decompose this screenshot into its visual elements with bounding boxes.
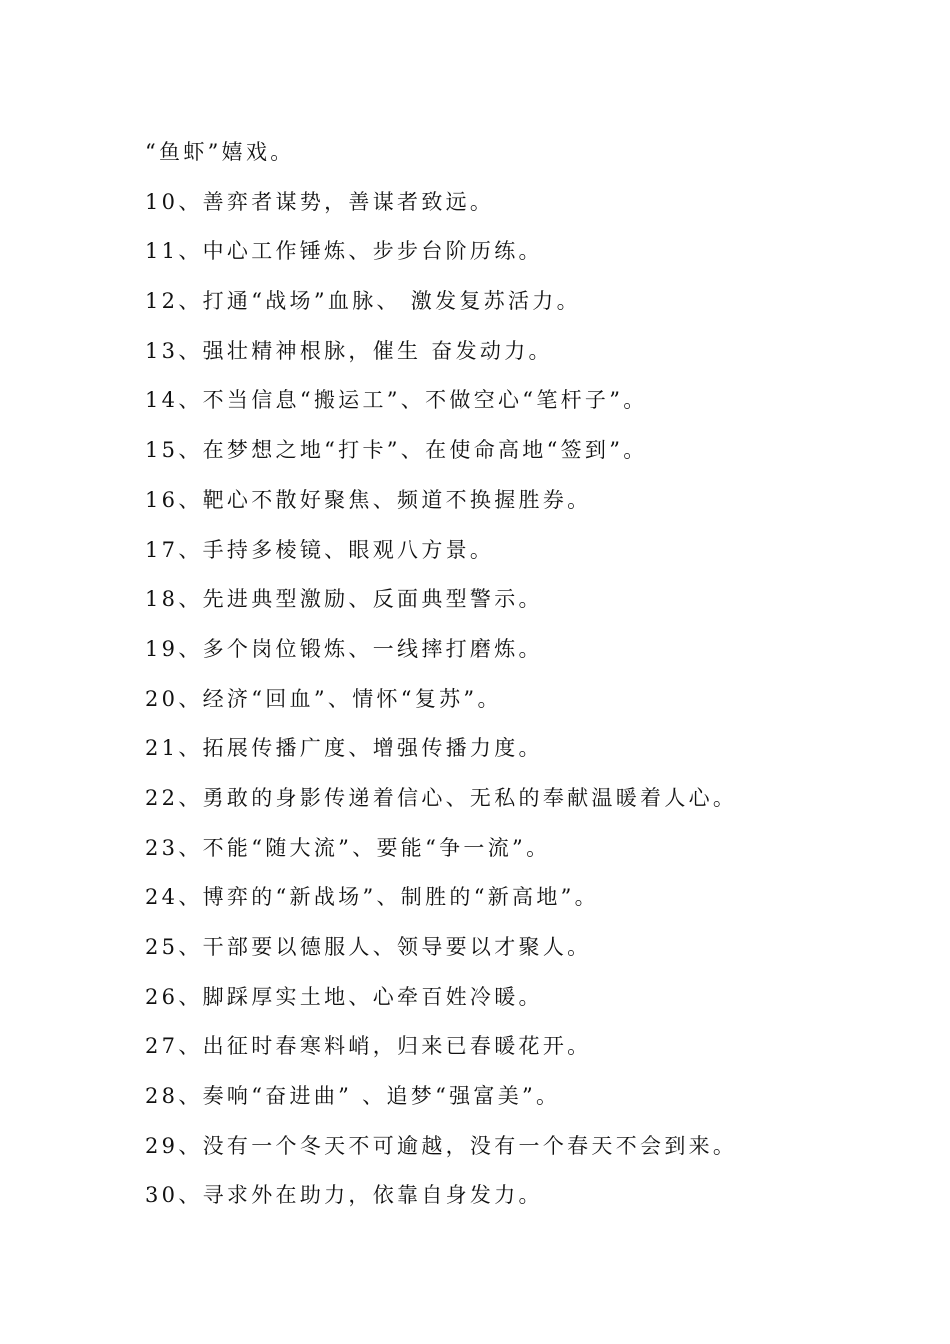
list-item: 20、经济“回血”、情怀“复苏”。 — [145, 686, 502, 711]
list-item: 14、不当信息“搬运工”、不做空心“笔杆子”。 — [145, 388, 648, 413]
list-item: 22、勇敢的身影传递着信心、无私的奉献温暖着人心。 — [145, 785, 738, 810]
list-item: “鱼虾”嬉戏。 — [145, 140, 295, 164]
list-item: 28、奏响“奋进曲” 、追梦“强富美”。 — [145, 1084, 561, 1109]
list-item: 26、脚踩厚实土地、心牵百姓冷暖。 — [145, 984, 543, 1009]
list-item: 24、博弈的“新战场”、制胜的“新高地”。 — [145, 885, 599, 910]
list-item: 25、干部要以德服人、领导要以才聚人。 — [145, 935, 592, 959]
list-item: 29、没有一个冬天不可逾越，没有一个春天不会到来。 — [145, 1133, 738, 1158]
list-item: 11、中心工作锤炼、步步台阶历练。 — [145, 239, 543, 264]
slogan-list — [145, 134, 905, 1227]
list-item: 23、不能“随大流”、要能“争一流”。 — [145, 835, 551, 860]
list-item: 12、打通“战场”血脉、 激发复苏活力。 — [145, 289, 581, 314]
list-item: 13、强壮精神根脉，催生 奋发动力。 — [145, 338, 553, 363]
list-item: 16、靶心不散好聚焦、频道不换握胜券。 — [145, 487, 592, 512]
list-item: 18、先进典型激励、反面典型警示。 — [145, 587, 543, 612]
list-item: 19、多个岗位锻炼、一线摔打磨炼。 — [145, 636, 543, 661]
list-item: 30、寻求外在助力，依靠自身发力。 — [145, 1183, 543, 1208]
list-item: 21、拓展传播广度、增强传播力度。 — [145, 736, 543, 761]
list-item: 17、手持多棱镜、眼观八方景。 — [145, 537, 495, 562]
list-item: 10、善弈者谋势，善谋者致远。 — [145, 189, 495, 214]
list-item: 15、在梦想之地“打卡”、在使命高地“签到”。 — [145, 438, 648, 463]
list-item: 27、出征时春寒料峭，归来已春暖花开。 — [145, 1034, 592, 1059]
